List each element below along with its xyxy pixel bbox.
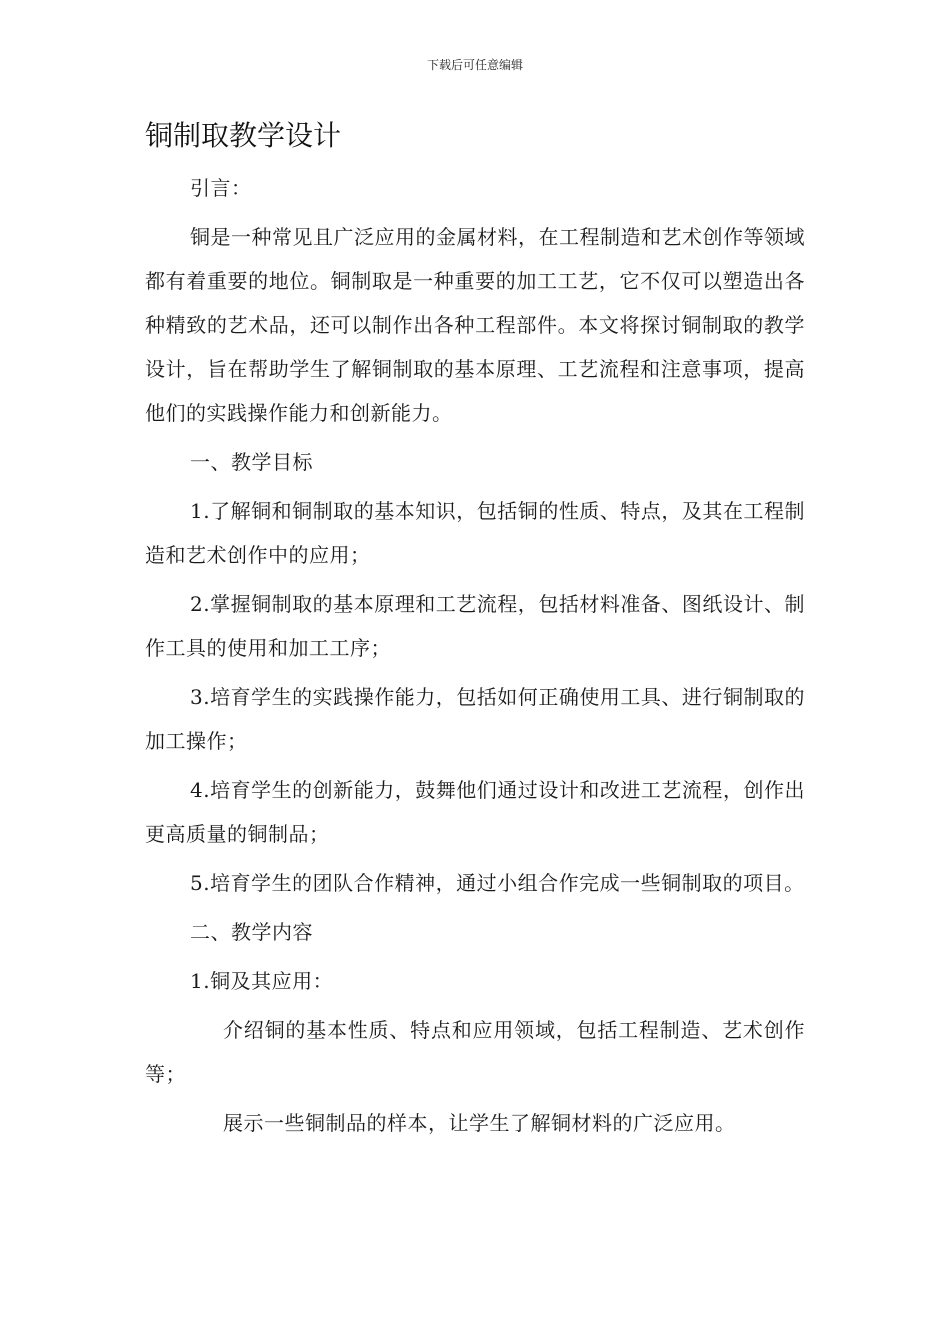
section-heading-content: 二、教学内容 — [190, 920, 313, 944]
goal-item-4: 4.培育学生的创新能力，鼓舞他们通过设计和改进工艺流程，创作出更高质量的铜制品； — [145, 778, 805, 846]
goal-item-1: 1.了解铜和铜制取的基本知识，包括铜的性质、特点，及其在工程制造和艺术创作中的应用； — [145, 499, 805, 567]
paragraph-intro: 铜是一种常见且广泛应用的金属材料，在工程制造和艺术创作等领域都有着重要的地位。铜制取是一种重要的加工工艺，它不仅可以塑造出各种精致的艺术品，还可以制作出各种工程部件。本文将探讨铜制取的教学设计，旨在帮助学生了解铜制取的基本原理、工艺流程和注意事项，提高他们的实践操作能力和创新能力。 — [145, 225, 805, 425]
goal-item-3: 3.培育学生的实践操作能力，包括如何正确使用工具、进行铜制取的加工操作； — [145, 685, 805, 753]
content-detail-1: 介绍铜的基本性质、特点和应用领域，包括工程制造、艺术创作等； — [145, 1018, 805, 1086]
goal-item-2: 2.掌握铜制取的基本原理和工艺流程，包括材料准备、图纸设计、制作工具的使用和加工工序； — [145, 592, 805, 660]
page-header: 下载后可任意编辑 — [426, 58, 523, 72]
content-subheading-1: 1.铜及其应用： — [190, 969, 334, 993]
document-title: 铜制取教学设计 — [145, 119, 342, 152]
goal-item-5: 5.培育学生的团队合作精神，通过小组合作完成一些铜制取的项目。 — [190, 871, 805, 895]
content-detail-2: 展示一些铜制品的样本，让学生了解铜材料的广泛应用。 — [223, 1111, 736, 1135]
paragraph-intro-label: 引言： — [190, 176, 252, 200]
section-heading-goals: 一、教学目标 — [190, 450, 313, 474]
document-body — [145, 166, 805, 1150]
